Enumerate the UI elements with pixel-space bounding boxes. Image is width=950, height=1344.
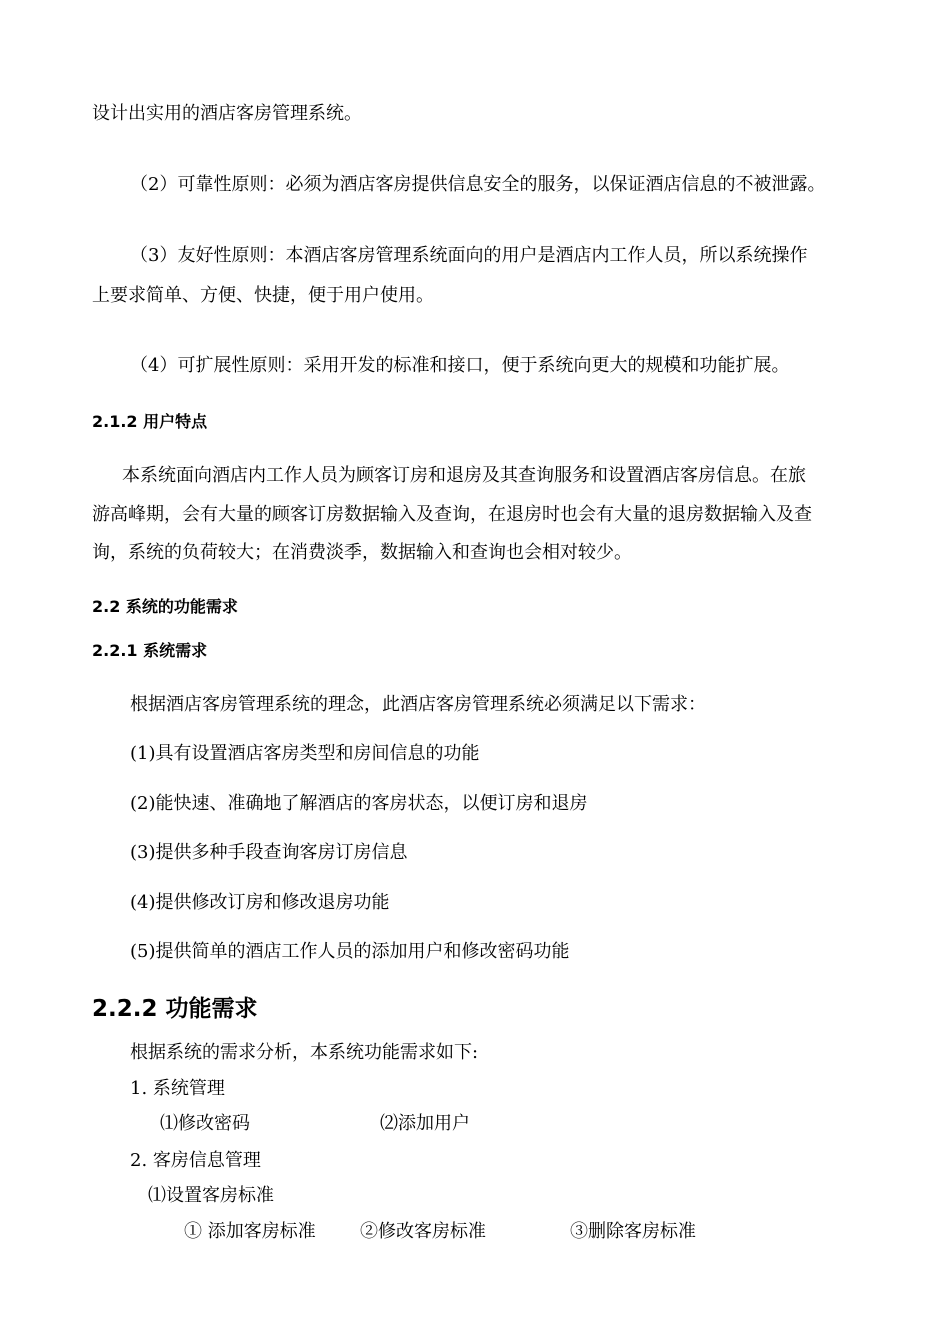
- requirement-item: (5)提供简单的酒店工作人员的添加用户和修改密码功能: [130, 941, 570, 962]
- heading-system-requirements: 2.2.1 系统需求: [92, 641, 208, 660]
- function-room-info-management: 2. 客房信息管理: [130, 1150, 261, 1171]
- heading-user-features: 2.1.2 用户特点: [92, 412, 208, 431]
- requirement-item: (2)能快速、准确地了解酒店的客房状态，以便订房和退房: [130, 793, 588, 814]
- heading-function-requirements: 2.2 系统的功能需求: [92, 597, 238, 616]
- function-edit-room-standard: ②修改客房标准: [360, 1221, 486, 1242]
- function-add-user: ⑵添加用户: [380, 1113, 470, 1134]
- function-system-management: 1. 系统管理: [130, 1078, 225, 1099]
- heading-functional-requirements: 2.2.2 功能需求: [92, 996, 258, 1022]
- principle-friendliness-line2: 上要求简单、方便、快捷，便于用户使用。: [92, 285, 434, 306]
- users-paragraph-line2: 游高峰期，会有大量的顾客订房数据输入及查询，在退房时也会有大量的退房数据输入及查: [92, 504, 812, 525]
- functional-intro: 根据系统的需求分析，本系统功能需求如下:: [130, 1042, 479, 1063]
- requirement-item: (4)提供修改订房和修改退房功能: [130, 892, 390, 913]
- function-set-room-standard: ⑴设置客房标准: [148, 1185, 274, 1206]
- principle-reliability: （2）可靠性原则：必须为酒店客房提供信息安全的服务，以保证酒店信息的不被泄露。: [130, 174, 826, 195]
- principle-extensibility: （4）可扩展性原则：采用开发的标准和接口，便于系统向更大的规模和功能扩展。: [130, 355, 790, 376]
- function-delete-room-standard: ③删除客房标准: [570, 1221, 696, 1242]
- paragraph-intro-end: 设计出实用的酒店客房管理系统。: [92, 103, 362, 124]
- function-change-password: ⑴修改密码: [160, 1113, 250, 1134]
- requirement-item: (1)具有设置酒店客房类型和房间信息的功能: [130, 743, 480, 764]
- users-paragraph-line3: 询，系统的负荷较大；在消费淡季，数据输入和查询也会相对较少。: [92, 542, 632, 563]
- function-add-room-standard: ① 添加客房标准: [184, 1221, 316, 1242]
- users-paragraph-line1: 本系统面向酒店内工作人员为顾客订房和退房及其查询服务和设置酒店客房信息。在旅: [122, 465, 806, 486]
- requirements-intro: 根据酒店客房管理系统的理念，此酒店客房管理系统必须满足以下需求：: [130, 694, 706, 715]
- principle-friendliness-line1: （3）友好性原则：本酒店客房管理系统面向的用户是酒店内工作人员，所以系统操作: [130, 245, 808, 266]
- requirement-item: (3)提供多种手段查询客房订房信息: [130, 842, 408, 863]
